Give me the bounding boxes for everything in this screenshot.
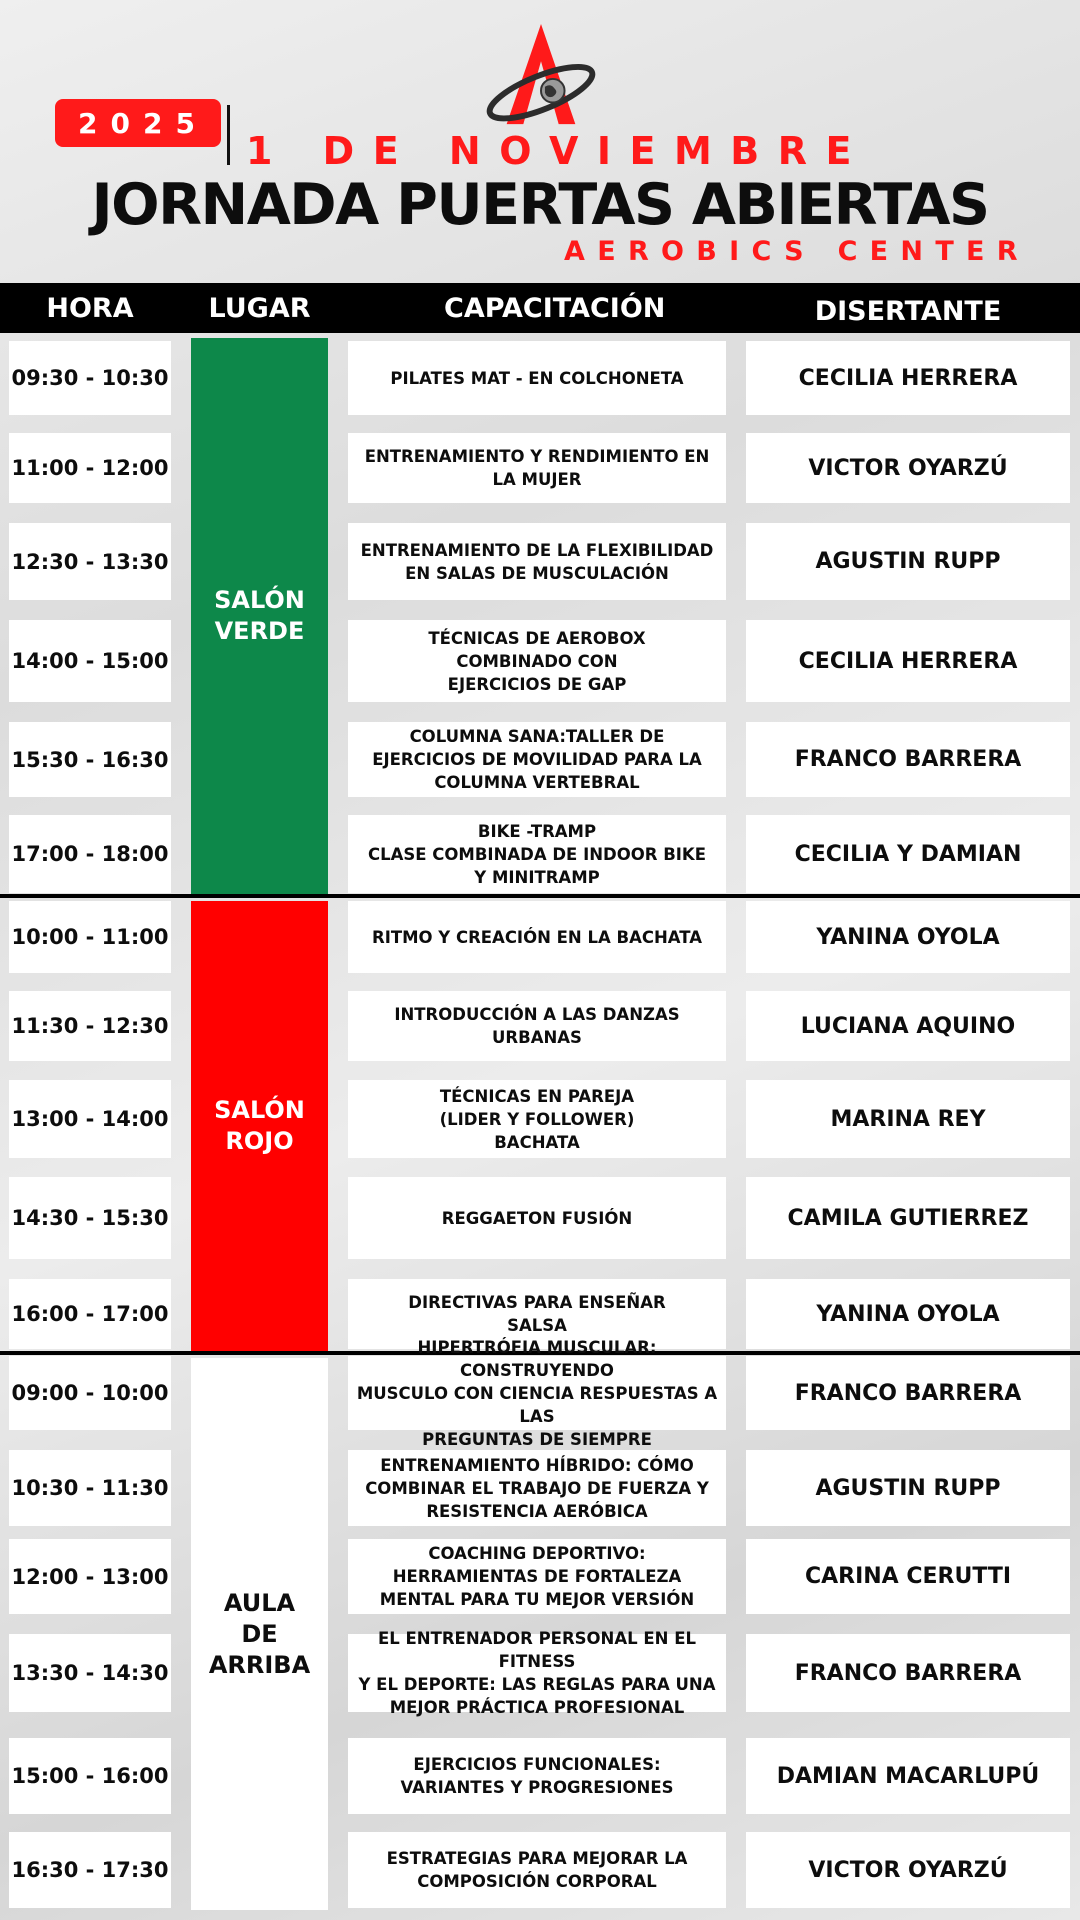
training-topic: [348, 901, 726, 973]
training-topic: [348, 722, 726, 797]
training-topic-line: EL ENTRENADOR PERSONAL EN EL FITNESS: [377, 1629, 697, 1671]
training-topic-line: BIKE -TRAMP: [477, 821, 597, 841]
training-topic-line: EJERCICIOS DE MOVILIDAD PARA LA: [372, 750, 702, 769]
year-divider: [227, 105, 230, 165]
column-header-capacitacion: CAPACITACIÓN: [444, 292, 666, 324]
speaker-name: CECILIA HERRERA: [746, 620, 1070, 702]
table-header: [0, 283, 1080, 333]
training-topic: [348, 1080, 726, 1158]
column-header-disertante: DISERTANTE: [814, 295, 1002, 327]
training-topic: [348, 620, 726, 702]
speaker-name: YANINA OYOLA: [746, 1279, 1070, 1349]
training-topic: [348, 1832, 726, 1908]
training-topic-line: RITMO Y CREACIÓN EN LA BACHATA: [371, 927, 703, 947]
training-topic: [348, 991, 726, 1061]
training-topic-line: TÉCNICAS EN PAREJA: [439, 1086, 635, 1106]
time-slot: 14:00 - 15:00: [9, 620, 171, 702]
time-slot: 09:00 - 10:00: [9, 1356, 171, 1430]
speaker-name: VICTOR OYARZÚ: [746, 433, 1070, 503]
training-topic: [348, 1177, 726, 1259]
training-topic-line: HIPERTRÓFIA MUSCULAR: CONSTRUYENDO: [417, 1337, 657, 1380]
page-subtitle: AEROBICS CENTER: [564, 236, 1030, 267]
time-slot: 11:30 - 12:30: [9, 991, 171, 1061]
training-topic-line: COMBINADO CON: [456, 651, 618, 671]
training-topic-line: PREGUNTAS DE SIEMPRE: [422, 1429, 652, 1449]
time-slot: 12:30 - 13:30: [9, 523, 171, 600]
training-topic-line: BACHATA: [494, 1132, 580, 1152]
time-slot: 13:00 - 14:00: [9, 1080, 171, 1158]
speaker-name: CARINA CERUTTI: [746, 1539, 1070, 1614]
venue-salon-rojo: [191, 901, 328, 1351]
venue-label-line: AULA: [223, 1588, 296, 1617]
event-date: 1 DE NOVIEMBRE: [246, 129, 870, 173]
time-slot: 10:00 - 11:00: [9, 901, 171, 973]
training-topic-line: HERRAMIENTAS DE FORTALEZA: [392, 1567, 682, 1586]
time-slot: 12:00 - 13:00: [9, 1539, 171, 1614]
training-topic: [348, 1738, 726, 1814]
section-divider: [0, 894, 1080, 898]
speaker-name: DAMIAN MACARLUPÚ: [746, 1738, 1070, 1814]
time-slot: 16:30 - 17:30: [9, 1832, 171, 1908]
time-slot: 13:30 - 14:30: [9, 1634, 171, 1712]
training-topic-line: PILATES MAT - EN COLCHONETA: [390, 368, 684, 388]
venue-aula-de-arriba: [191, 1358, 328, 1910]
time-slot: 16:00 - 17:00: [9, 1279, 171, 1349]
training-topic-line: RESISTENCIA AERÓBICA: [426, 1501, 648, 1521]
speaker-name: AGUSTIN RUPP: [746, 1450, 1070, 1526]
training-topic-line: COLUMNA SANA:TALLER DE: [409, 727, 665, 746]
speaker-name: CECILIA Y DAMIAN: [746, 815, 1070, 893]
column-header-hora: HORA: [46, 292, 134, 324]
venue-label-line: SALÓN: [214, 586, 305, 614]
training-topic-line: DIRECTIVAS PARA ENSEÑAR: [408, 1293, 666, 1312]
speaker-name: CECILIA HERRERA: [746, 341, 1070, 415]
training-topic: [348, 1450, 726, 1526]
column-header-lugar: LUGAR: [208, 292, 311, 324]
training-topic-line: ENTRENAMIENTO HÍBRIDO: CÓMO: [380, 1455, 694, 1475]
speaker-name: FRANCO BARRERA: [746, 1634, 1070, 1712]
speaker-name: CAMILA GUTIERREZ: [746, 1177, 1070, 1259]
speaker-name: VICTOR OYARZÚ: [746, 1832, 1070, 1908]
venue-label-line: SALÓN: [214, 1096, 305, 1124]
training-topic-line: TÉCNICAS DE AEROBOX: [428, 628, 646, 648]
training-topic-line: EN SALAS DE MUSCULACIÓN: [405, 563, 669, 583]
page-title: JORNADA PUERTAS ABIERTAS: [91, 172, 989, 238]
training-topic-line: COMPOSICIÓN CORPORAL: [417, 1872, 657, 1891]
year-badge: 2025: [55, 99, 221, 147]
time-slot: 10:30 - 11:30: [9, 1450, 171, 1526]
time-slot: 17:00 - 18:00: [9, 815, 171, 893]
training-topic-line: EJERCICIOS FUNCIONALES:: [413, 1755, 661, 1774]
training-topic: [348, 1337, 726, 1449]
time-slot: 15:00 - 16:00: [9, 1738, 171, 1814]
training-topic: [348, 1629, 726, 1717]
training-topic-line: SALSA: [507, 1316, 567, 1335]
training-topic: [348, 523, 726, 600]
training-topic: [348, 815, 726, 893]
venue-label-line: VERDE: [214, 617, 305, 645]
time-slot: 09:30 - 10:30: [9, 341, 171, 415]
speaker-name: LUCIANA AQUINO: [746, 991, 1070, 1061]
training-topic-line: INTRODUCCIÓN A LAS DANZAS: [394, 1005, 680, 1024]
speaker-name: MARINA REY: [746, 1080, 1070, 1158]
training-topic-line: Y EL DEPORTE: LAS REGLAS PARA UNA: [358, 1675, 716, 1694]
venue-salon-verde: [191, 338, 328, 894]
time-slot: 15:30 - 16:30: [9, 722, 171, 797]
venue-label-line: ARRIBA: [208, 1650, 311, 1679]
time-slot: 14:30 - 15:30: [9, 1177, 171, 1259]
training-topic: [348, 341, 726, 415]
training-topic-line: EJERCICIOS DE GAP: [447, 674, 627, 694]
venue-label-line: ROJO: [225, 1127, 294, 1155]
training-topic-line: COLUMNA VERTEBRAL: [434, 773, 640, 792]
training-topic: [348, 433, 726, 503]
training-topic-line: URBANAS: [492, 1028, 582, 1047]
training-topic-line: ENTRENAMIENTO DE LA FLEXIBILIDAD: [360, 540, 714, 560]
training-topic-line: COMBINAR EL TRABAJO DE FUERZA Y: [365, 1478, 709, 1498]
training-topic-line: COACHING DEPORTIVO:: [428, 1544, 646, 1563]
training-topic-line: REGGAETON FUSIÓN: [441, 1208, 633, 1228]
time-slot: 11:00 - 12:00: [9, 433, 171, 503]
training-topic-line: MENTAL PARA TU MEJOR VERSIÓN: [379, 1590, 695, 1609]
training-topic-line: ENTRENAMIENTO Y RENDIMIENTO EN: [364, 447, 710, 466]
speaker-name: FRANCO BARRERA: [746, 1356, 1070, 1430]
training-topic-line: CLASE COMBINADA DE INDOOR BIKE: [368, 844, 706, 864]
training-topic-line: (LIDER Y FOLLOWER): [439, 1109, 635, 1129]
training-topic-line: LA MUJER: [492, 470, 582, 489]
speaker-name: YANINA OYOLA: [746, 901, 1070, 973]
speaker-name: AGUSTIN RUPP: [746, 523, 1070, 600]
aerobics-center-logo-icon: [482, 22, 600, 128]
venue-label-line: DE: [241, 1619, 278, 1648]
training-topic-line: MEJOR PRÁCTICA PROFESIONAL: [389, 1698, 685, 1717]
training-topic-line: VARIANTES Y PROGRESIONES: [400, 1778, 674, 1797]
training-topic: [348, 1539, 726, 1614]
training-topic-line: ESTRATEGIAS PARA MEJORAR LA: [386, 1849, 688, 1868]
training-topic-line: MUSCULO CON CIENCIA RESPUESTAS A LAS: [356, 1383, 718, 1426]
speaker-name: FRANCO BARRERA: [746, 722, 1070, 797]
training-topic-line: Y MINITRAMP: [474, 867, 600, 887]
